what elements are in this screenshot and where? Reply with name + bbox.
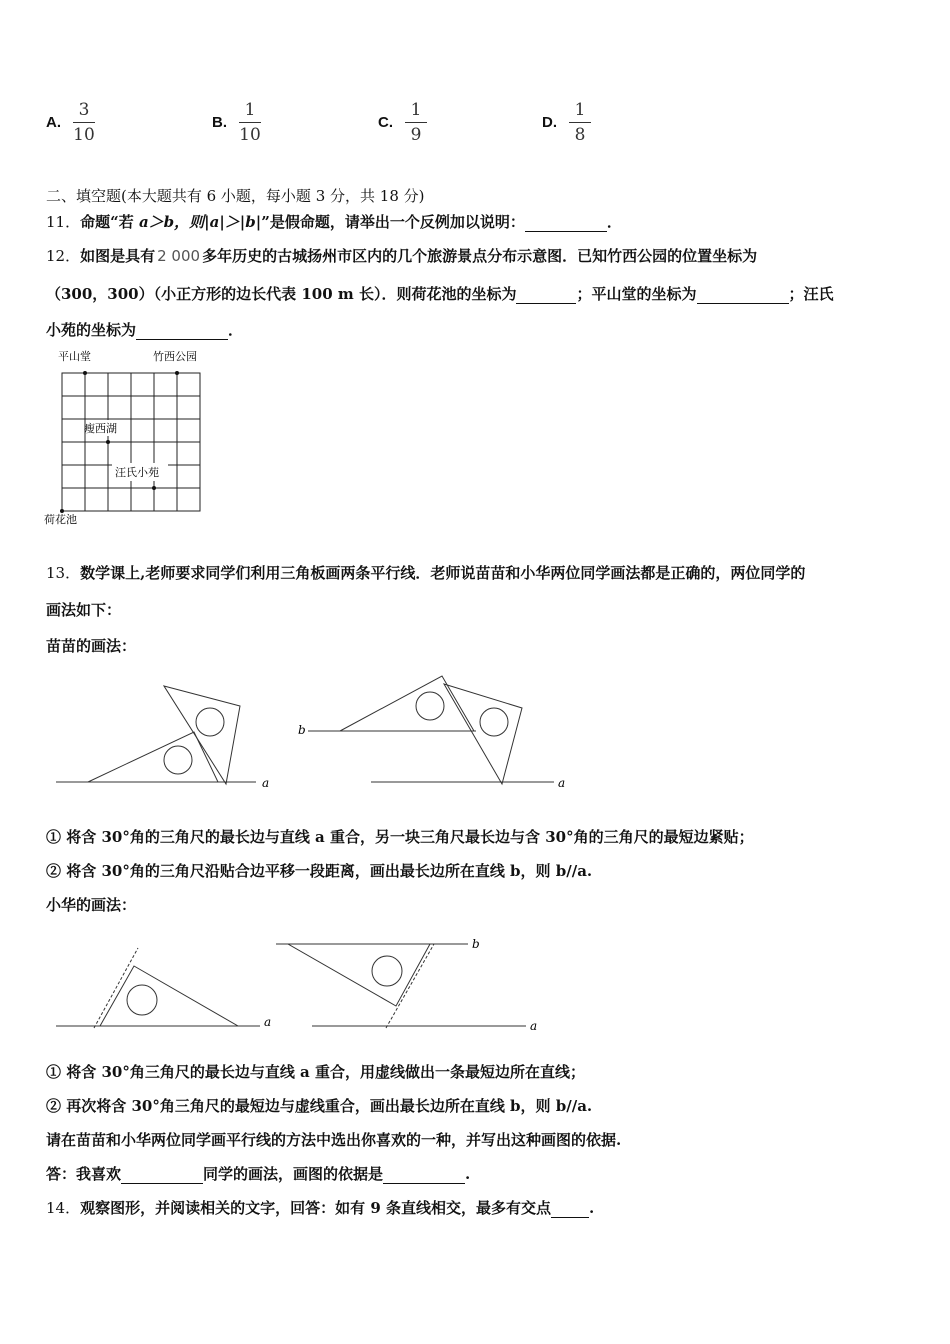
denominator: 10 [239, 125, 261, 145]
answer-blank[interactable] [551, 1201, 589, 1218]
xiaohua-title: 小华的画法： [46, 896, 137, 914]
set-square-hole [480, 708, 508, 736]
question-13-line1: 13．数学课上,老师要求同学们利用三角板画两条平行线．老师说苗苗和小华两位同学画法都是正确的，两位同学的 [46, 564, 806, 582]
set-square-hole [372, 956, 402, 986]
denominator: 8 [574, 125, 586, 145]
set-square-hole [416, 692, 444, 720]
xiaohua-step1: ① 将含 30°角三角尺的最长边与直线 a 重合，用虚线做出一条最短边所在直线； [46, 1063, 585, 1081]
map-label-shouxihu: 瘦西湖 [84, 422, 117, 435]
answer-blank[interactable] [136, 323, 228, 340]
numerator: 1 [410, 100, 422, 120]
xiaohua-step2: ② 再次将含 30°角三角尺的最短边与虚线重合，画出最长边所在直线 b，则 b//a. [46, 1097, 593, 1115]
option-letter: C. [378, 114, 393, 131]
numerator: 1 [574, 100, 586, 120]
question-13-line2: 画法如下： [46, 601, 122, 619]
option-letter: A. [46, 114, 61, 131]
pingshantang-point [83, 371, 87, 375]
xiaohua-figures [46, 930, 556, 1035]
label-a: a [262, 776, 270, 790]
label-b: b [298, 723, 306, 737]
set-square-30 [88, 732, 218, 782]
numerator: 3 [78, 100, 90, 120]
set-square-30 [100, 966, 238, 1026]
numerator: 1 [244, 100, 256, 120]
question-number: 11． [46, 213, 81, 231]
fraction [239, 100, 261, 145]
question-12-line2: （300，300）（小正方形的边长代表 100 m 长）．则荷花池的坐标为 ；平山堂的坐标为 ；汪氏 [46, 285, 834, 303]
dashed-line [386, 944, 434, 1028]
option-c [378, 100, 427, 145]
answer-blank[interactable] [383, 1167, 465, 1184]
question-number: 14． [46, 1199, 81, 1217]
map-label-hehuachi: 荷花池 [44, 513, 77, 526]
map-label-wangshi: 汪氏小苑 [115, 466, 159, 479]
question-number: 12． [46, 247, 81, 265]
question-14: 14．观察图形，并阅读相关的文字，回答：如有 9 条直线相交，最多有交点 . [46, 1199, 595, 1217]
set-square-30 [288, 944, 430, 1006]
wangshi-point [152, 486, 156, 490]
option-letter: B. [212, 114, 227, 131]
denominator: 9 [410, 125, 422, 145]
fraction [569, 100, 591, 145]
answer-blank[interactable] [525, 215, 607, 232]
set-square-second [164, 686, 240, 784]
answer-blank[interactable] [121, 1167, 203, 1184]
label-b: b [472, 937, 480, 951]
miaomiao-step2: ② 将含 30°角的三角尺沿贴合边平移一段距离，画出最长边所在直线 b，则 b//a. [46, 862, 593, 880]
question-13-ask: 请在苗苗和小华两位同学画平行线的方法中选出你喜欢的一种，并写出这种画图的依据. [46, 1131, 622, 1149]
option-d [542, 100, 591, 145]
question-12-line1: 12．如图是具有 2 000 多年历史的古城扬州市区内的几个旅游景点分布示意图．已知竹西公园的位置坐标为 [46, 247, 758, 265]
map-label-pingshantang: 平山堂 [58, 350, 91, 363]
answer-blank[interactable] [697, 287, 789, 304]
question-11: 11．命题“若 a＞b，则|a|＞|b|”是假命题，请举出一个反例加以说明： ． [46, 213, 622, 231]
map-label-zhuxi: 竹西公园 [153, 350, 197, 363]
label-a: a [264, 1015, 272, 1029]
label-a: a [530, 1019, 538, 1033]
set-square-hole [164, 746, 192, 774]
zhuxi-point [175, 371, 179, 375]
tourist-map [40, 345, 220, 540]
denominator: 10 [73, 125, 95, 145]
set-square-hole [127, 985, 157, 1015]
shouxihu-point [106, 440, 110, 444]
answer-blank[interactable] [516, 287, 576, 304]
miaomiao-step1: ① 将含 30°角的三角尺的最长边与直线 a 重合，另一块三角尺最长边与含 30°角的三角尺的最短边紧贴； [46, 828, 754, 846]
dashed-line [94, 948, 138, 1028]
fraction [73, 100, 95, 145]
miaomiao-title: 苗苗的画法： [46, 637, 137, 655]
fraction [405, 100, 427, 145]
label-a: a [558, 776, 566, 790]
question-12-line3: 小苑的坐标为 ． [46, 321, 244, 339]
question-number: 13． [46, 564, 81, 582]
question-13-answer: 答：我喜欢 同学的画法，画图的依据是 . [46, 1165, 471, 1183]
option-a [46, 100, 95, 145]
miaomiao-figures [46, 672, 586, 797]
set-square-hole [196, 708, 224, 736]
option-letter: D. [542, 114, 557, 131]
section-heading: 二、填空题(本大题共有 6 小题，每小题 3 分，共 18 分) [46, 187, 425, 205]
set-square-30 [340, 676, 474, 731]
option-b [212, 100, 261, 145]
